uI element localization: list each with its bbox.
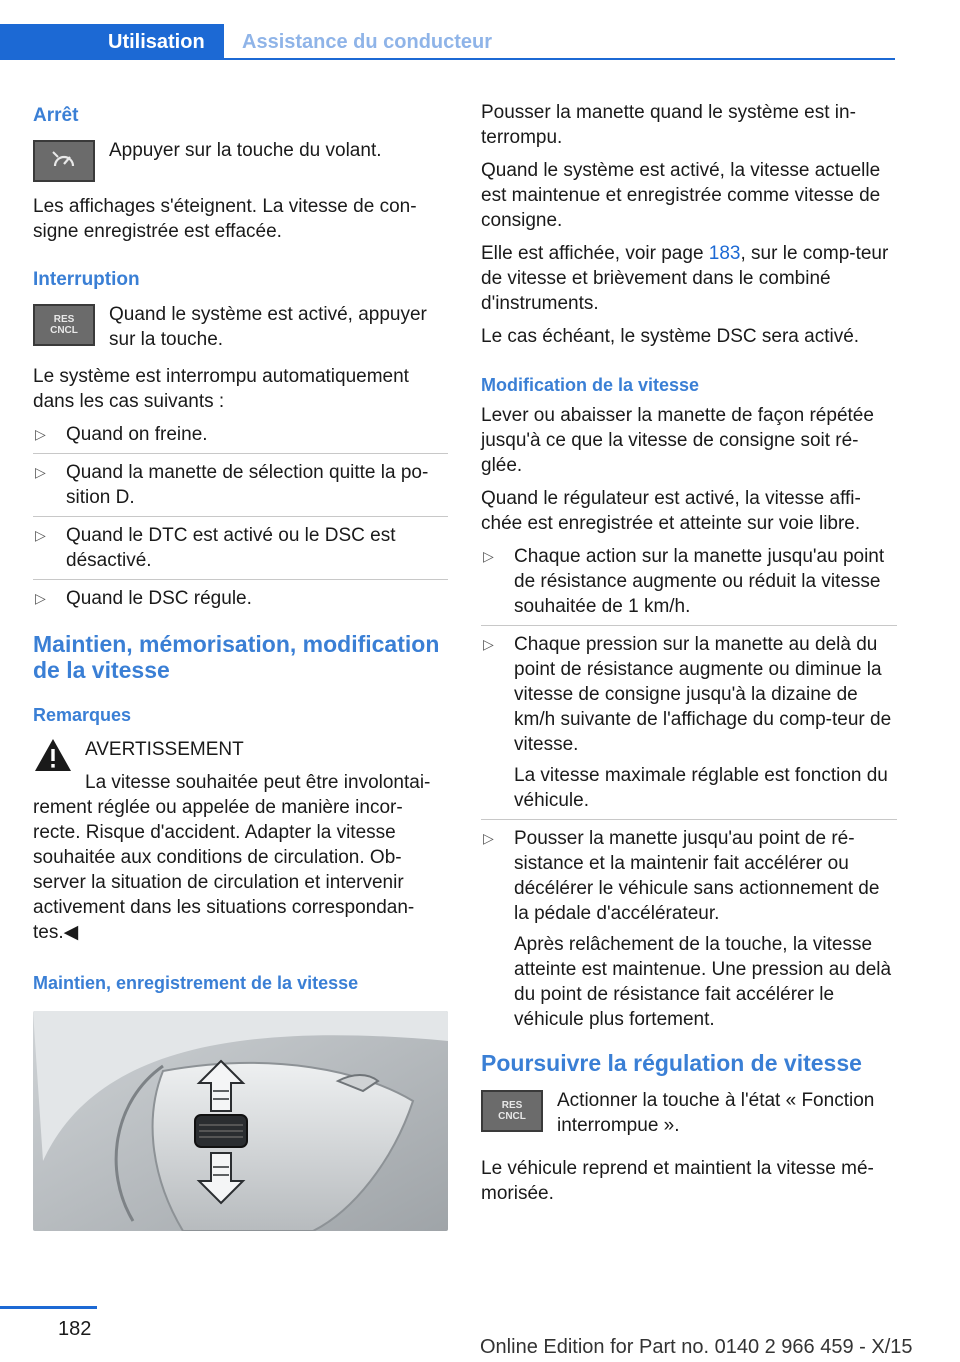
list-item-note: Après relâchement de la touche, la vitesse atteinte est maintenue. Une pression au delà du point de résistance fait accélérer le véhicule plus fortement. (514, 934, 892, 1030)
list-item: ▷ Quand on freine. (33, 422, 448, 454)
warning-heading: AVERTISSEMENT (85, 739, 244, 760)
warning-icon (33, 737, 85, 778)
list-item: ▷ Chaque action sur la manette jusqu'au point de résistance augmente ou réduit la vitesse souhaitée de 1 km/h. (481, 544, 897, 626)
cruise-control-button-icon (33, 140, 95, 182)
modification-heading: Modification de la vitesse (481, 375, 700, 395)
right-paragraph-3: Elle est affichée, voir page 183, sur le comp‐teur de vitesse et brièvement dans le combiné d'instruments. (481, 243, 889, 314)
arret-heading: Arrêt (33, 105, 79, 126)
triangle-bullet-icon: ▷ (35, 464, 46, 480)
left-column (33, 100, 448, 1231)
list-item-note: La vitesse maximale réglable est fonction du véhicule. (514, 765, 888, 811)
steering-wheel-lever-image (33, 1011, 448, 1231)
cncl-label: CNCL (498, 1111, 526, 1122)
right-column (481, 100, 897, 1206)
right-paragraph-7: Le véhicule reprend et maintient la vitesse mé‐morisée. (481, 1158, 874, 1204)
triangle-bullet-icon: ▷ (483, 548, 494, 564)
arret-row (33, 138, 448, 182)
footer-rule (0, 1306, 97, 1309)
header-rule (224, 58, 895, 60)
tab-assistance-du-conducteur: Assistance du conducteur (242, 31, 493, 53)
speedometer-icon (49, 148, 79, 174)
triangle-bullet-icon: ▷ (35, 527, 46, 543)
res-cncl-button-icon (481, 1090, 543, 1132)
right-paragraph-6: Quand le régulateur est activé, la vitesse affi‐chée est enregistrée et atteinte sur voie libre. (481, 488, 861, 534)
right-paragraph-1: Pousser la manette quand le système est in‐terrompu. (481, 102, 856, 148)
triangle-bullet-icon: ▷ (35, 426, 46, 442)
interruption-heading: Interruption (33, 269, 140, 290)
triangle-bullet-icon: ▷ (35, 590, 46, 606)
interruption-instruction: Quand le système est activé, appuyer sur la touche. (109, 304, 427, 350)
res-cncl-button-icon (33, 304, 95, 346)
list-item: ▷ Quand le DTC est activé ou le DSC est désactivé. (33, 523, 448, 580)
modification-list (481, 544, 897, 1038)
poursuivre-heading: Poursuivre la régulation de vitesse (481, 1050, 862, 1076)
right-paragraph-4: Le cas échéant, le système DSC sera activé. (481, 326, 860, 347)
list-item: ▷ Chaque pression sur la manette au delà du point de résistance augmente ou diminue la vitesse de consigne jusqu'à la dizaine de km/h suivante de l'affichage du comp‐teur de vitesse. La vitesse maximale réglable est fonction du véhicule. (481, 632, 897, 820)
cncl-label: CNCL (50, 325, 78, 336)
arret-instruction: Appuyer sur la touche du volant. (109, 140, 382, 161)
remarques-heading: Remarques (33, 705, 132, 725)
right-paragraph-2: Quand le système est activé, la vitesse actuelle est maintenue et enregistrée comme vitesse de consigne. (481, 160, 881, 231)
interruption-list (33, 422, 448, 617)
warning-body: La vitesse souhaitée peut être involontai‐rement réglée ou appelée de manière incor‐recte. Risque d'accident. Adapter la vitesse souhaitée aux conditions de circulation. Ob‐server la situation de circulation et intervenir activement dans les situations correspondan‐tes.◀ (33, 772, 431, 943)
interruption-body: Le système est interrompu automatiquement dans les cas suivants : (33, 366, 409, 412)
res-label: RES (53, 314, 75, 325)
enregistrement-heading: Maintien, enregistrement de la vitesse (33, 973, 359, 993)
list-item: ▷ Pousser la manette jusqu'au point de ré‐sistance et la maintenir fait accélérer ou décélérer le véhicule sans actionnement de la pédale d'accélérateur. Après relâchement de la touche, la vitesse atteinte est maintenue. Une pression au delà du point de résistance fait accélérer le véhicule plus fortement. (481, 826, 897, 1038)
page-183-link[interactable]: 183 (708, 243, 741, 264)
edition-text: Online Edition for Part no. 0140 2 966 459 - X/15 (480, 1336, 913, 1358)
arret-body: Les affichages s'éteignent. La vitesse de con‐signe enregistrée est effacée. (33, 196, 417, 242)
page-header (0, 24, 895, 60)
page-number: 182 (58, 1318, 92, 1340)
triangle-bullet-icon: ▷ (483, 636, 494, 652)
right-paragraph-5: Lever ou abaisser la manette de façon répétée jusqu'à ce que la vitesse de consigne soit ré‐glée. (481, 405, 874, 476)
maintien-heading: Maintien, mémorisation, modification de la vitesse (33, 631, 440, 683)
list-item: ▷ Quand la manette de sélection quitte la po‐sition D. (33, 460, 448, 517)
res-label: RES (501, 1100, 523, 1111)
poursuivre-row (481, 1088, 897, 1138)
tab-utilisation: Utilisation (0, 24, 224, 60)
poursuivre-instruction: Actionner la touche à l'état « Fonction interrompue ». (557, 1090, 875, 1136)
list-item: ▷ Quand le DSC régule. (35, 588, 252, 609)
interruption-row (33, 302, 448, 352)
triangle-bullet-icon: ▷ (483, 830, 494, 846)
